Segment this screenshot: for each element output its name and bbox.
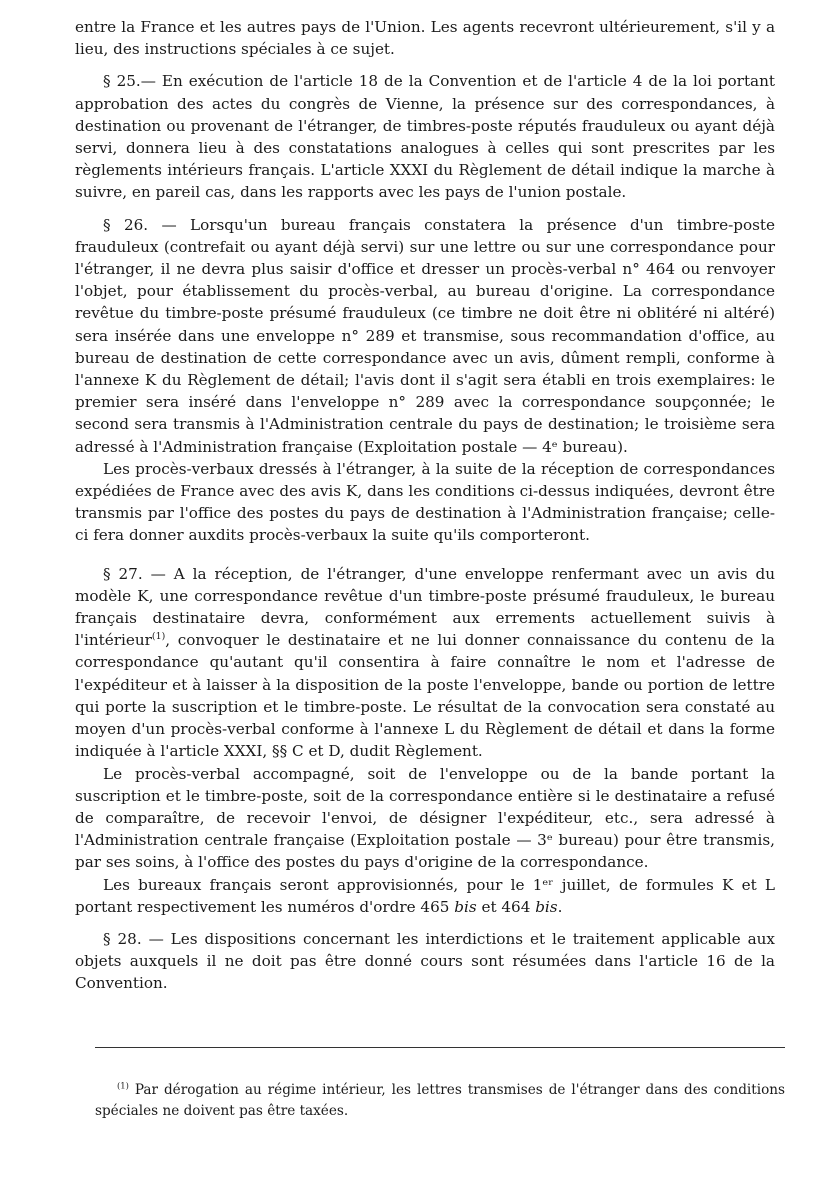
footnote-text: Par dérogation au régime intérieur, les lettres transmises de l'étranger dans des conditions spéciales ne doivent pas être taxées. [95, 1081, 785, 1119]
bis-italic-1: bis [454, 897, 477, 916]
section-27-continued: Le procès-verbal accompagné, soit de l'enveloppe ou de la bande portant la suscription et le timbre-poste, soit de la correspondance entière si le destinataire a refusé de comparaître, de recevoir l'envoi, de désigner l'expéditeur, etc., sera adressé à l'Administration centrale française (Exploitation postale — 3ᵉ bureau) pour être transmis, par ses soins, à l'office des postes du pays d'origine de la correspondance. [75, 764, 775, 872]
section-27-text-b: , convoquer le destinataire et ne lui donner connaissance du contenu de la correspondance qu'autant qu'il consentira à faire connaître le nom et l'adresse de l'expéditeur et à laisser à la disposition de la poste l'enveloppe, bande ou portion de lettre qui porte la suscription et le timbre-poste. Le résultat de la convocation sera constaté au moyen d'un procès-verbal conforme à l'annexe L du Règlement de détail et dans la forme indiquée à l'article XXXI, §§ C et D, dudit Règlement. [75, 631, 775, 761]
section-27-text-a: § 27. — A la réception, de l'étranger, d'une enveloppe renfermant avec un avis du modèle K, une correspondance revêtue d'un timbre-poste présumé frauduleux, le bureau français destinataire devra, conformément aux errements actuellement suivis à l'intérieur [75, 564, 775, 650]
section-27-forms-text-a: Les bureaux français seront approvisionnés, pour le 1ᵉʳ juillet, de formules K et L portant respectivement les numéros d'ordre 465 [75, 875, 775, 916]
section-25: § 25.— En exécution de l'article 18 de la Convention et de l'article 4 de la loi portant approbation des actes du congrès de Vienne, la présence sur des correspondances, à destination ou provenant de l'étranger, de timbres-poste réputés frauduleux ou ayant déjà servi, donnera lieu à des constatations analogues à celles qui sont prescrites par les règlements intérieurs français. L'article XXXI du Règlement de détail indique la marche à suivre, en pareil cas, dans les rapports avec les pays de l'union postale. [75, 72, 775, 202]
section-27 [75, 563, 775, 763]
section-26-continued: Les procès-verbaux dressés à l'étranger, à la suite de la réception de correspondances expédiées de France avec des avis K, dans les conditions ci-dessus indiquées, devront être transmis par l'office des postes du pays de destination à l'Administration française; celle-ci fera donner auxdits procès-verbaux la suite qu'ils comporteront. [75, 459, 775, 545]
footnote-reference: (1) [151, 631, 166, 643]
footnote [95, 1080, 785, 1122]
body-text [75, 16, 775, 995]
section-26: § 26. — Lorsqu'un bureau français constatera la présence d'un timbre-poste frauduleux (contrefait ou ayant déjà servi) sur une lettre ou sur une correspondance pour l'étranger, il ne devra plus saisir d'office et dresser un procès-verbal n° 464 ou renvoyer l'objet, pour établissement du procès-verbal, au bureau d'origine. La correspondance revêtue du timbre-poste présumé frauduleux (ce timbre ne doit être ni oblitéré ni altéré) sera insérée dans une enveloppe n° 289 et transmise, sous recommandation d'office, au bureau de destination de cette correspondance avec un avis, dûment rempli, conforme à l'annexe K du Règlement de détail; l'avis dont il s'agit sera établi en trois exemplaires: le premier sera inséré dans l'enveloppe n° 289 avec la correspondance soupçonnée; le second sera transmis à l'Administration centrale du pays de destination; le troisième sera adressé à l'Administration française (Exploitation postale — 4ᵉ bureau). [75, 215, 775, 456]
footnote-divider [95, 1047, 785, 1048]
section-27-forms [75, 874, 775, 918]
bis-italic-2: bis [535, 897, 558, 916]
paragraph-continuation: entre la France et les autres pays de l'Union. Les agents recevront ultérieurement, s'il y a lieu, des instructions spéciales à ce sujet. [75, 18, 775, 59]
footnote-marker: (1) [117, 1080, 129, 1091]
section-28: § 28. — Les dispositions concernant les interdictions et le traitement applicable aux objets auxquels il ne doit pas être donné cours sont résumées dans l'article 16 de la Convention. [75, 929, 775, 993]
section-27-forms-text-b: et 464 [476, 897, 536, 916]
section-27-forms-period: . [557, 897, 563, 916]
